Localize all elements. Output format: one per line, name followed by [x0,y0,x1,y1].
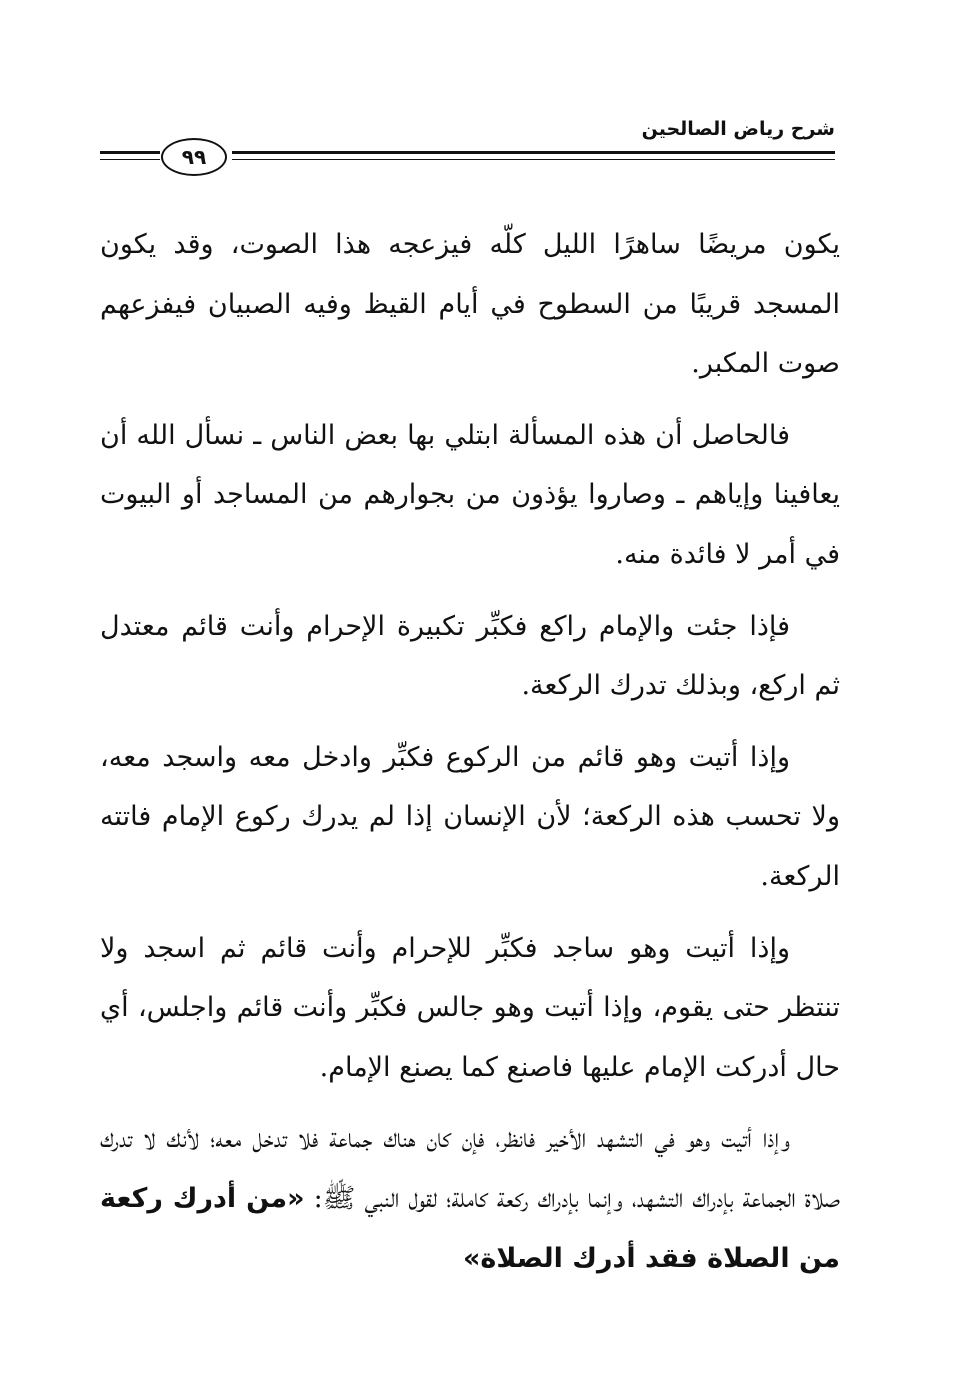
header-rule-left-bottom [100,159,160,160]
paragraph-6 [100,1109,840,1288]
header-rule-left-top [100,151,160,154]
paragraph-1: يكون مريضًا ساهرًا الليل كلّه فيزعجه هذا الصوت، وقد يكون المسجد قريبًا من السطوح في أيام القيظ وفيه الصبيان فيفزعهم صوت المكبر. [100,229,840,380]
header-rule-right-top [232,151,835,154]
paragraph-3: فإذا جئت والإمام راكع فكبِّر تكبيرة الإحرام وأنت قائم معتدل ثم اركع، وبذلك تدرك الركعة. [100,610,840,702]
paragraph-5: وإذا أتيت وهو ساجد فكبِّر للإحرام وأنت قائم ثم اسجد ولا تنتظر حتى يقوم، وإذا أتيت وهو جالس فكبِّر وأنت قائم واجلس، أي حال أدركت الإمام عليها فاصنع كما يصنع الإمام. [100,932,840,1083]
paragraph-4: وإذا أتيت وهو قائم من الركوع فكبِّر وادخل معه واسجد معه، ولا تحسب هذه الركعة؛ لأن الإنسان إذا لم يدرك ركوع الإمام فاتته الركعة. [100,741,840,892]
paragraph-2: فالحاصل أن هذه المسألة ابتلي بها بعض الناس ـ نسأل الله أن يعافينا وإياهم ـ وصاروا يؤذون من بجوارهم من المساجد أو البيوت في أمر لا فائدة منه. [100,419,840,570]
paragraph-6-text: وإذا أتيت وهو في التشهد الأخير فانظر، فإن كان هناك جماعة فلا تدخل معه؛ لأنك لا تدرك صلاة الجماعة بإدراك التشهد، وإنما بإدراك ركعة كاملة؛ لقول النبي ﷺ: [100,1123,841,1214]
main-text [100,215,840,1300]
header-rule-right-bottom [232,159,835,160]
page-number-badge: ٩٩ [161,138,227,176]
running-header-title: شرح رياض الصالحين [641,118,835,140]
hadith-quote: «من أدرك ركعة من الصلاة فقد أدرك الصلاة» [100,1182,840,1274]
